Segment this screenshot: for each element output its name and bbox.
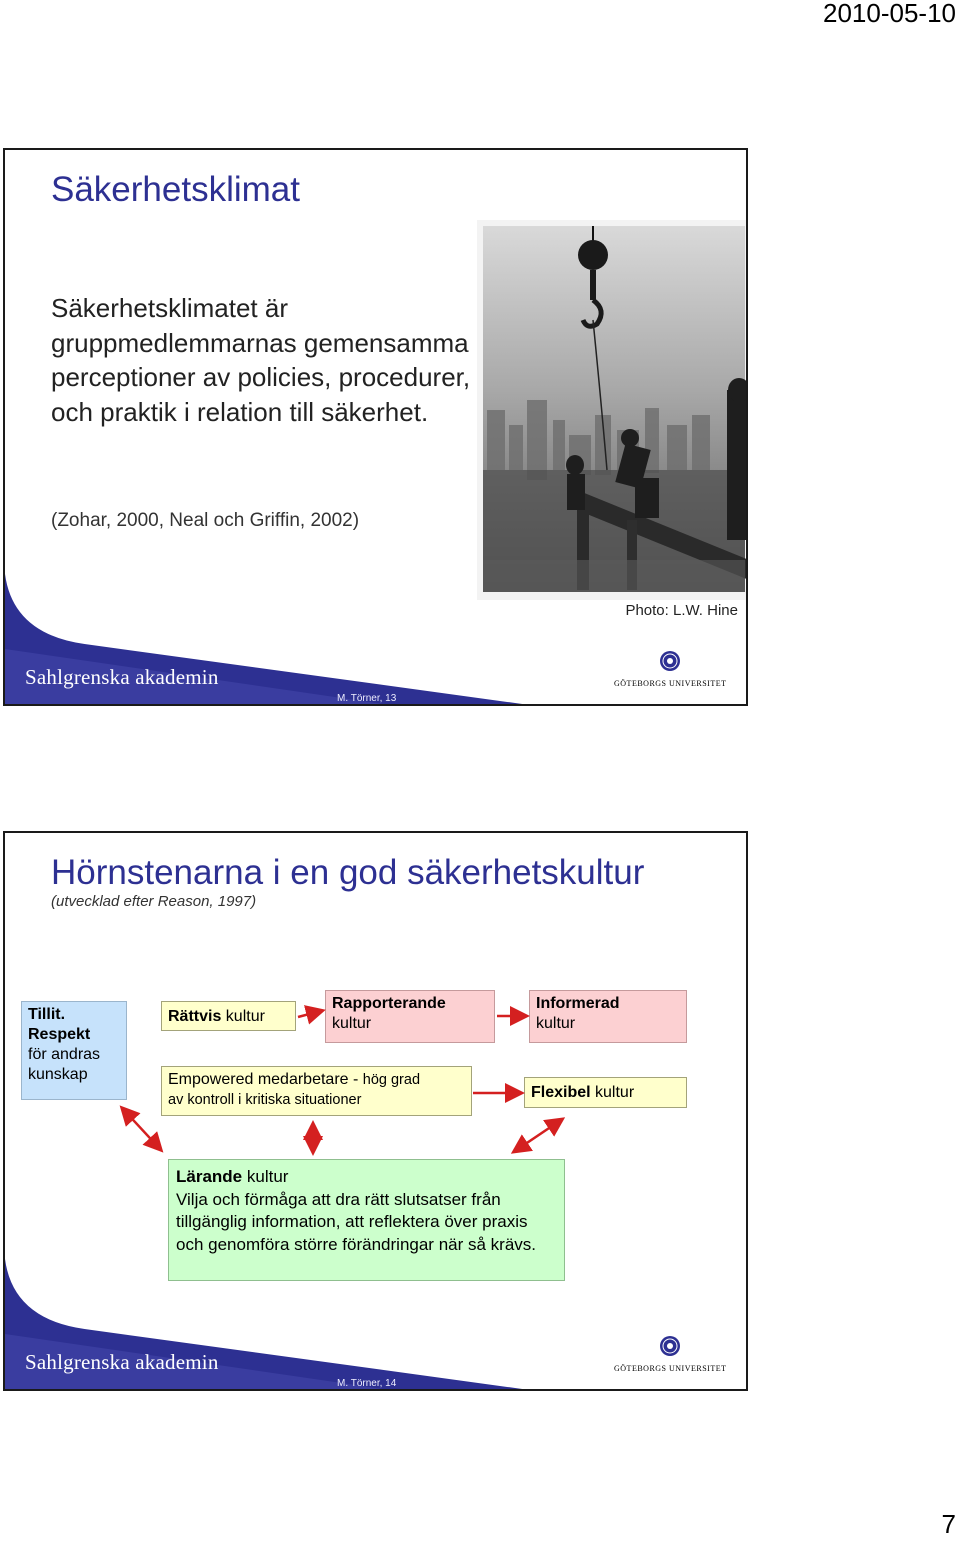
empowered-detail-1: hög grad [362, 1072, 421, 1088]
gu-logo-2 [614, 1335, 726, 1373]
rattvis-suffix: kultur [221, 1008, 265, 1025]
tillit-line-3: för andras [28, 1046, 101, 1063]
arrow-tillit-larande [123, 1109, 160, 1149]
tillit-line-1: Tillit. [28, 1006, 66, 1023]
larande-suffix: kultur [242, 1167, 289, 1186]
photo-credit: Photo: L.W. Hine [625, 602, 738, 619]
rapporterande-suffix: kultur [332, 1015, 372, 1032]
gu-logo-text-2: GÖTEBORGS UNIVERSITET [614, 1364, 727, 1373]
larande-description: Vilja och förmåga att dra rätt slutsatser från tillgänglig information, att reflektera över praxis och genomföra större förändringar när så krävs. [176, 1189, 537, 1254]
rapporterande-label: Rapporterande [332, 995, 446, 1012]
slide-author: M. Törner, 13 [337, 693, 397, 704]
construction-workers-photo [477, 220, 748, 600]
empowered-label: Empowered medarbetare - [168, 1071, 363, 1088]
informerad-suffix: kultur [536, 1015, 576, 1032]
flexibel-label: Flexibel [531, 1084, 591, 1101]
slide-2 [3, 831, 748, 1391]
gu-logo-text: GÖTEBORGS UNIVERSITET [614, 679, 727, 688]
tillit-line-2: Respekt [28, 1026, 91, 1043]
tillit-line-4: kunskap [28, 1066, 88, 1083]
page-number: 7 [941, 1509, 956, 1539]
arrow-rattvis-rapporterande [298, 1011, 321, 1017]
slide-1-body: Säkerhetsklimatet är gruppmedlemmarnas gemensamma perceptioner av policies, procedurer, och praktik i relation till säkerhet. [51, 293, 471, 427]
slide-author-2: M. Törner, 14 [337, 1378, 397, 1389]
sahlgrenska-logo: Sahlgrenska akademin [25, 665, 219, 689]
informerad-label: Informerad [536, 995, 620, 1012]
flexibel-suffix: kultur [590, 1084, 635, 1101]
university-seal-icon-2 [659, 1335, 681, 1357]
rattvis-label: Rättvis [168, 1008, 222, 1025]
slide-1 [3, 148, 748, 706]
arrow-flexibel-larande [515, 1120, 561, 1151]
empowered-detail-2: av kontroll i kritiska situationer [168, 1092, 362, 1108]
slide-2-subtitle: (utvecklad efter Reason, 1997) [51, 893, 257, 910]
gu-logo [614, 650, 726, 688]
larande-label: Lärande [176, 1167, 243, 1186]
slide-1-title: Säkerhetsklimat [51, 170, 300, 209]
document-date: 2010-05-10 [823, 0, 956, 28]
university-seal-icon [659, 650, 681, 672]
sahlgrenska-logo-2: Sahlgrenska akademin [25, 1350, 219, 1374]
slide-1-citation: (Zohar, 2000, Neal och Griffin, 2002) [51, 510, 360, 531]
slide-2-title: Hörnstenarna i en god säkerhetskultur [51, 853, 645, 892]
